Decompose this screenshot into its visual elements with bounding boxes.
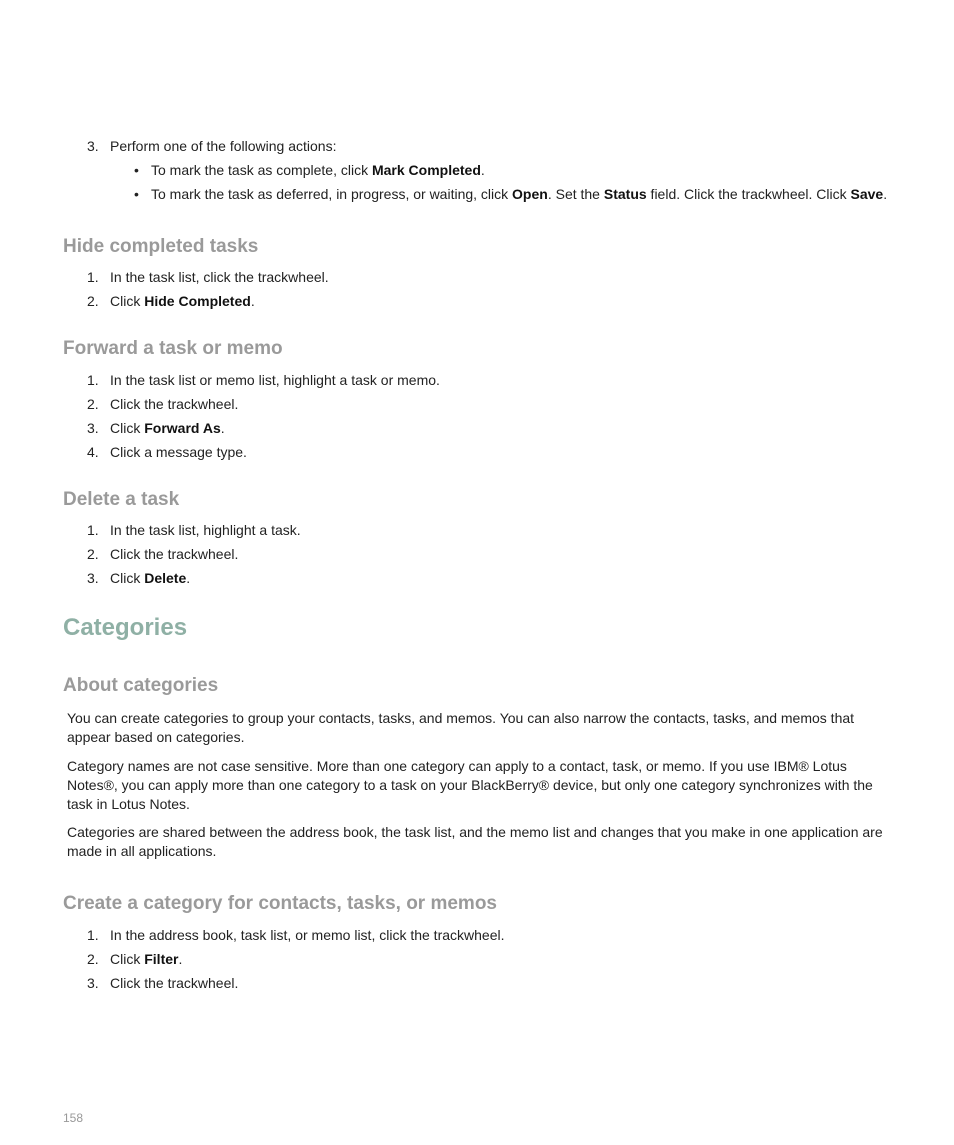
step-text — [110, 292, 255, 310]
step-number: 3. — [87, 570, 99, 586]
step-number: 3. — [87, 420, 99, 436]
text-run: Click — [110, 420, 145, 436]
step-text — [110, 926, 505, 944]
text-run: Click the trackwheel. — [110, 396, 239, 412]
step-text — [110, 268, 329, 286]
step-number: 1. — [87, 927, 99, 943]
step-text — [110, 395, 238, 413]
ui-term-status: Status — [603, 186, 647, 202]
step-text — [110, 950, 182, 968]
step-text: Perform one of the following actions: — [110, 138, 337, 154]
paragraph: Category names are not case sensitive. More than one category can apply to a contact, task, or memo. If you use IBM® Lotus Notes®, you can apply more than one category to a task on your BlackBerry® device, but only one category synchronizes with the task in Lotus Notes. — [67, 758, 873, 812]
create-category-heading: Create a category for contacts, tasks, or memos — [63, 893, 498, 914]
ui-term-filter: Filter — [144, 951, 179, 967]
step-text — [110, 974, 238, 992]
text-run: To mark the task as deferred, in progress, or waiting, click — [151, 186, 513, 202]
bullet-text — [151, 161, 485, 179]
ui-term-mark-completed: Mark Completed — [371, 162, 481, 178]
step-number: 3. — [87, 138, 99, 154]
page-number: 158 — [63, 1111, 84, 1125]
about-categories-heading: About categories — [63, 675, 219, 696]
step-text — [110, 569, 190, 587]
text-run: . — [186, 570, 191, 586]
step-text — [110, 443, 247, 461]
step-number: 4. — [87, 444, 99, 460]
step-number: 3. — [87, 975, 99, 991]
step-text — [110, 419, 225, 437]
text-run: Click — [110, 570, 145, 586]
step-number: 2. — [87, 951, 99, 967]
ui-term-save: Save — [850, 186, 884, 202]
bullet-marker: • — [134, 186, 139, 202]
ui-term-delete: Delete — [144, 570, 187, 586]
bullet-marker: • — [134, 162, 139, 178]
text-run: . — [178, 951, 183, 967]
text-run: Click — [110, 951, 145, 967]
step-number: 2. — [87, 546, 99, 562]
step-number: 2. — [87, 293, 99, 309]
text-run: . — [220, 420, 225, 436]
step-text — [110, 521, 301, 539]
step-text — [110, 371, 440, 389]
text-run: . — [883, 186, 888, 202]
text-run: In the task list, highlight a task. — [110, 522, 301, 538]
paragraph: Categories are shared between the address book, the task list, and the memo list and changes that you make in one application are made in all applications. — [67, 824, 883, 859]
bullet-text — [151, 185, 887, 203]
forward-heading: Forward a task or memo — [63, 338, 283, 359]
ui-term-forward-as: Forward As — [144, 420, 221, 436]
step-number: 1. — [87, 269, 99, 285]
text-run: . Set the — [547, 186, 604, 202]
text-run: Click a message type. — [110, 444, 247, 460]
text-run: In the address book, task list, or memo list, click the trackwheel. — [110, 927, 505, 943]
step-number: 2. — [87, 396, 99, 412]
step-number: 1. — [87, 372, 99, 388]
text-run: field. Click the trackwheel. Click — [646, 186, 851, 202]
text-run: In the task list, click the trackwheel. — [110, 269, 329, 285]
step-number: 1. — [87, 522, 99, 538]
step-text — [110, 545, 238, 563]
hide-completed-heading: Hide completed tasks — [63, 236, 259, 257]
categories-title: Categories — [63, 614, 188, 641]
text-run: Click — [110, 293, 145, 309]
text-run: Click the trackwheel. — [110, 546, 239, 562]
text-run: To mark the task as complete, click — [151, 162, 372, 178]
paragraph: You can create categories to group your contacts, tasks, and memos. You can also narrow the contacts, tasks, and memos that appear based on categories. — [67, 710, 855, 745]
text-run: Click the trackwheel. — [110, 975, 239, 991]
text-run: . — [480, 162, 485, 178]
ui-term-hide-completed: Hide Completed — [144, 293, 251, 309]
ui-term-open: Open — [512, 186, 548, 202]
text-run: . — [250, 293, 255, 309]
text-run: In the task list or memo list, highlight a task or memo. — [110, 372, 440, 388]
delete-heading: Delete a task — [63, 489, 180, 510]
